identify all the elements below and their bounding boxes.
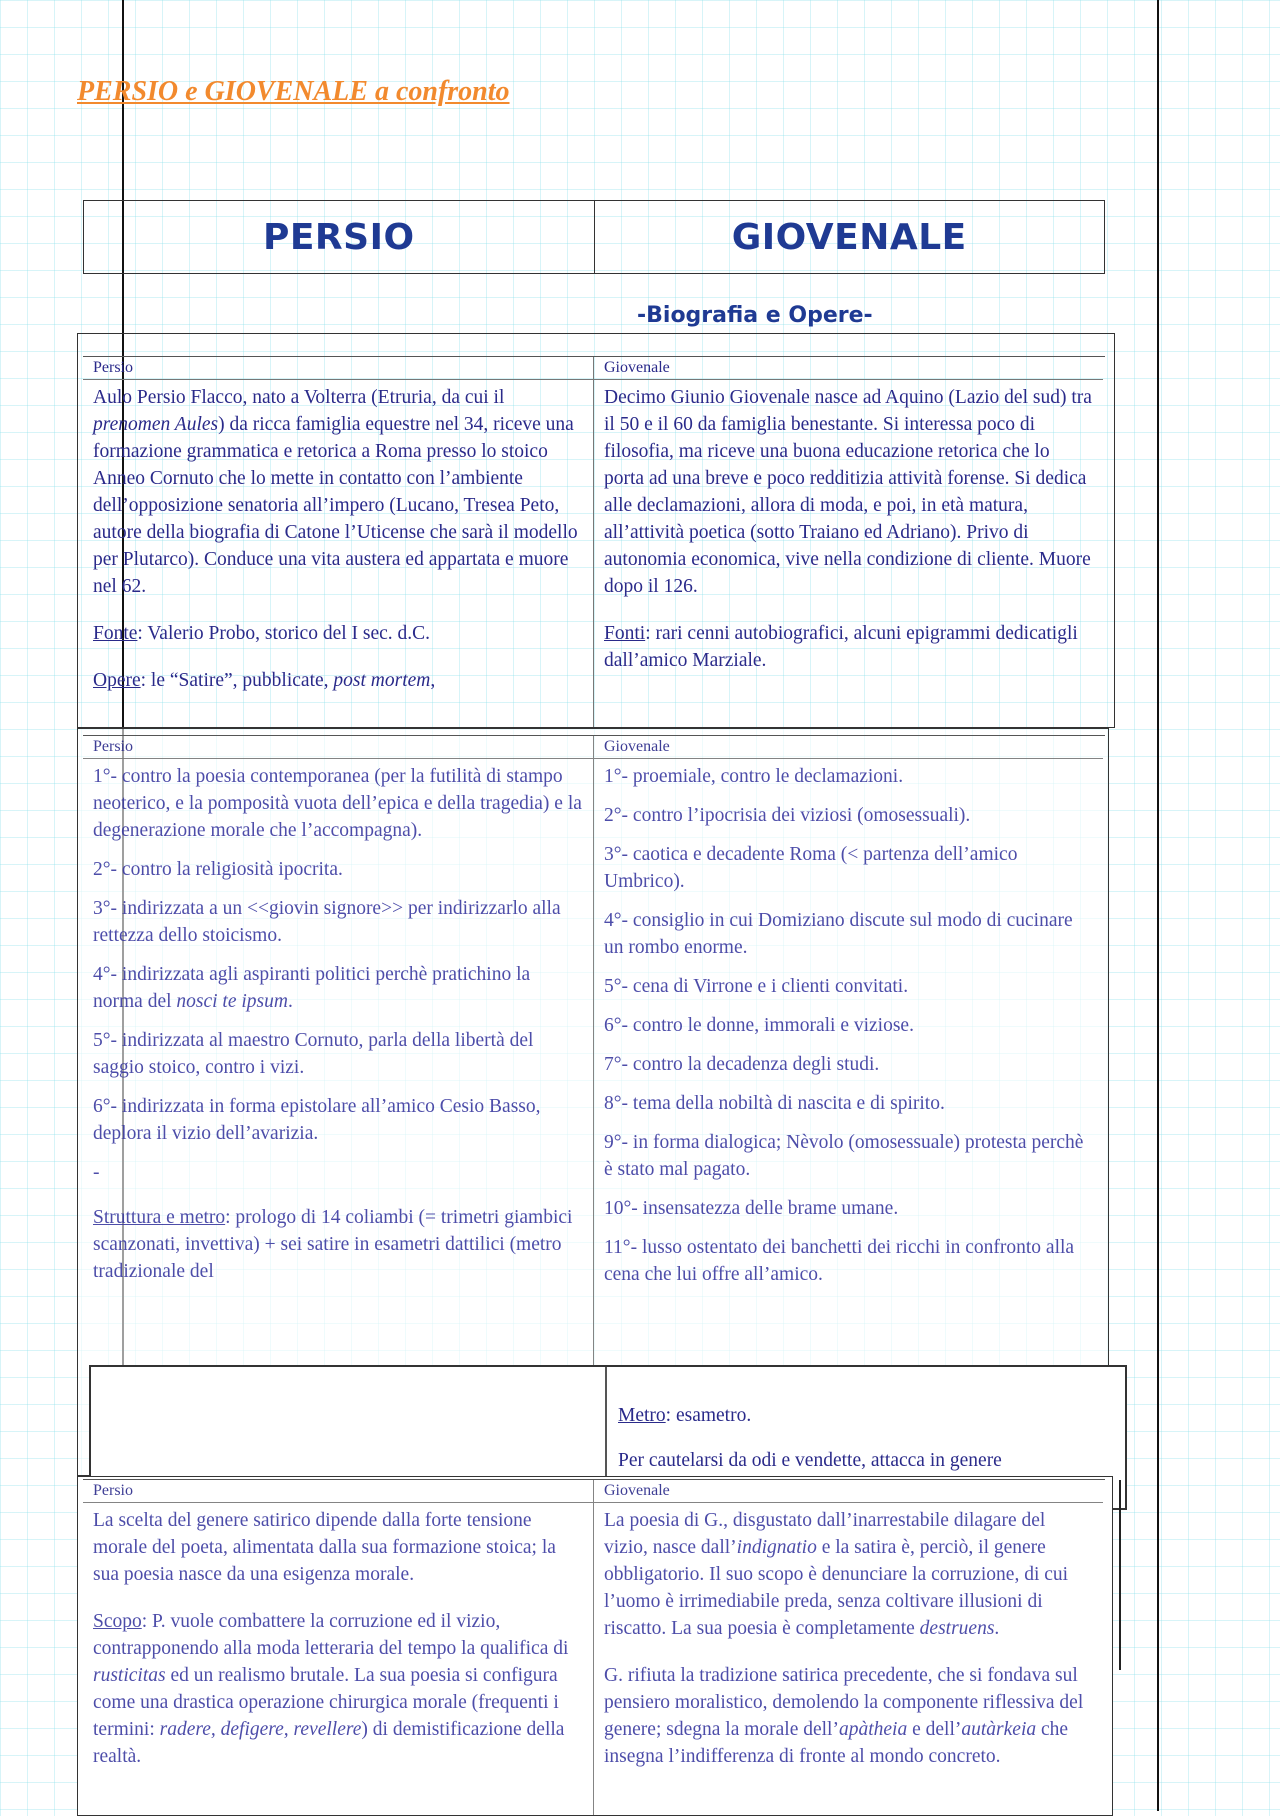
right-rule-line xyxy=(1157,0,1159,1811)
giovenale-satire-10: 10°- insensatezza delle brame umane. xyxy=(604,1198,899,1219)
column-head-giovenale: Giovenale xyxy=(594,736,1103,759)
column-head-giovenale: Giovenale xyxy=(594,1480,1103,1503)
persio-satire-2: 2°- contro la religiosità ipocrita. xyxy=(93,859,343,880)
giovenale-metre: Metro: esametro. xyxy=(618,1405,752,1426)
biography-persio-column xyxy=(83,357,593,728)
giovenale-satire-2: 2°- contro l’ipocrisia dei viziosi (omosessuali). xyxy=(604,805,971,826)
header-giovenale: GIOVENALE xyxy=(594,201,1105,273)
persio-satire-5: 5°- indirizzata al maestro Cornuto, parla della libertà del saggio stoico, contro i vizi. xyxy=(93,1030,534,1078)
fragment-text xyxy=(618,1402,1118,1474)
section-title: -Biografia e Opere- xyxy=(637,303,873,328)
persio-satire-1: 1°- contro la poesia contemporanea (per la futilità di stampo neoterico, e la pomposità vuota dell’epica e della tragedia) e la degenerazione morale che l’accompagna). xyxy=(93,766,582,841)
column-head-persio: Persio xyxy=(83,736,593,759)
biography-giovenale-column xyxy=(593,357,1103,728)
giovenale-satire-3: 3°- caotica e decadente Roma (< partenza dell’amico Umbrico). xyxy=(604,844,1018,892)
persio-structure-metre: Struttura e metro: prologo di 14 coliambi (= trimetri giambici scanzonati, invettiva) + sei satire in esametri dattilici (metro tradizionale del xyxy=(93,1207,573,1282)
persio-source: Fonte: Valerio Probo, storico del I sec. d.C. xyxy=(93,623,431,644)
giovenale-satire-5: 5°- cena di Virrone e i clienti convitati. xyxy=(604,976,909,997)
satires-table xyxy=(83,735,1105,1475)
persio-purpose: Scopo: P. vuole combattere la corruzione ed il vizio, contrapponendo alla moda letteraria del tempo la qualifica di rusticitas ed un realismo brutale. La sua poesia si configura come una drastica operazione chirurgica morale (frequenti i termini: radere, defigere, revellere) di demistificazione della realtà. xyxy=(93,1611,569,1767)
persio-satire-6: 6°- indirizzata in forma epistolare all’amico Cesio Basso, deplora il vizio dell’avarizia. xyxy=(93,1096,541,1144)
giovenale-satire-6: 6°- contro le donne, immorali e viziose. xyxy=(604,1015,914,1036)
biography-panel xyxy=(77,333,1115,728)
giovenale-satire-9: 9°- in forma dialogica; Nèvolo (omosessuale) protesta perchè è stato mal pagato. xyxy=(604,1132,1084,1180)
header-table xyxy=(83,200,1105,274)
giovenale-indignatio: La poesia di G., disgustato dall’inarrestabile dilagare del vizio, nasce dall’indignatio e la satira è, perciò, il genere obbligatorio. Il suo scopo è denunciare la corruzione, di cui l’uomo è irrimediabile preda, senza coltivare illusioni di riscatto. La sua poesia è completamente destruens. xyxy=(604,1510,1069,1639)
header-persio: PERSIO xyxy=(262,216,415,258)
giovenale-satire-11: 11°- lusso ostentato dei banchetti dei ricchi in confronto alla cena che lui offre all’amico. xyxy=(604,1237,1075,1285)
document-title: PERSIO e GIOVENALE a confronto xyxy=(77,76,510,107)
giovenale-caution-text: Per cautelarsi da odi e vendette, attacca in genere xyxy=(618,1450,1002,1471)
giovenale-sources: Fonti: rari cenni autobiografici, alcuni epigrammi dedicatigli dall’amico Marziale. xyxy=(604,623,1078,671)
giovenale-satire-4: 4°- consiglio in cui Domiziano discute sul modo di cucinare un rombo enorme. xyxy=(604,910,1073,958)
poetics-table xyxy=(83,1479,1105,1816)
giovenale-bio-text: Decimo Giunio Giovenale nasce ad Aquino (Lazio del sud) tra il 50 e il 60 da famiglia benestante. Si interessa poco di filosofia, ma riceve una buona educazione retorica che lo porta ad una breve e poco redditizia attività forense. Si dedica alle declamazioni, allora di moda, e poi, in età matura, all’attività poetica (sotto Traiano ed Adriano). Privo di autonomia economica, vive nella condizione di cliente. Muore dopo il 126. xyxy=(604,387,1092,597)
persio-genre-choice: La scelta del genere satirico dipende dalla forte tensione morale del poeta, alimentata dalla sua formazione stoica; la sua poesia nasce da una esigenza morale. xyxy=(93,1510,556,1585)
biography-table xyxy=(83,356,1105,728)
persio-satire-3: 3°- indirizzata a un <<giovin signore>> per indirizzarlo alla rettezza dello stoicismo. xyxy=(93,898,561,946)
giovenale-tradition: G. rifiuta la tradizione satirica precedente, che si fondava sul pensiero moralistico, demolendo la componente riflessiva del genere; sdegna la morale dell’apàtheia e dell’autàrkeia che insegna l’indifferenza di fronte al mondo concreto. xyxy=(604,1665,1084,1767)
giovenale-satire-8: 8°- tema della nobiltà di nascita e di spirito. xyxy=(604,1093,945,1114)
persio-works: Opere: le “Satire”, pubblicate, post mortem, xyxy=(93,670,436,691)
column-head-persio: Persio xyxy=(83,357,593,380)
giovenale-satire-1: 1°- proemiale, contro le declamazioni. xyxy=(604,766,904,787)
column-head-giovenale: Giovenale xyxy=(594,357,1103,380)
persio-satire-4: 4°- indirizzata agli aspiranti politici perchè pratichino la norma del nosci te ipsum. xyxy=(93,964,531,1012)
giovenale-satire-7: 7°- contro la decadenza degli studi. xyxy=(604,1054,880,1075)
satires-panel xyxy=(77,728,1109,1476)
persio-dash: - xyxy=(93,1162,100,1183)
right-bracket-mark xyxy=(1113,1480,1121,1670)
poetics-giovenale-column xyxy=(593,1480,1103,1816)
poetics-panel xyxy=(77,1476,1113,1816)
poetics-persio-column xyxy=(83,1480,593,1816)
column-head-persio: Persio xyxy=(83,1480,593,1503)
persio-bio-text: Aulo Persio Flacco, nato a Volterra (Etruria, da cui il prenomen Aules) da ricca famiglia equestre nel 34, riceve una formazione grammatica e retorica a Roma presso lo stoico Anneo Cornuto che lo mette in contatto con l’ambiente dell’opposizione senatoria all’impero (Lucano, Tresea Peto, autore della biografia di Catone l’Uticense che sarà il modello per Plutarco). Conduce una vita austera ed appartata e muore nel 62. xyxy=(93,387,578,597)
